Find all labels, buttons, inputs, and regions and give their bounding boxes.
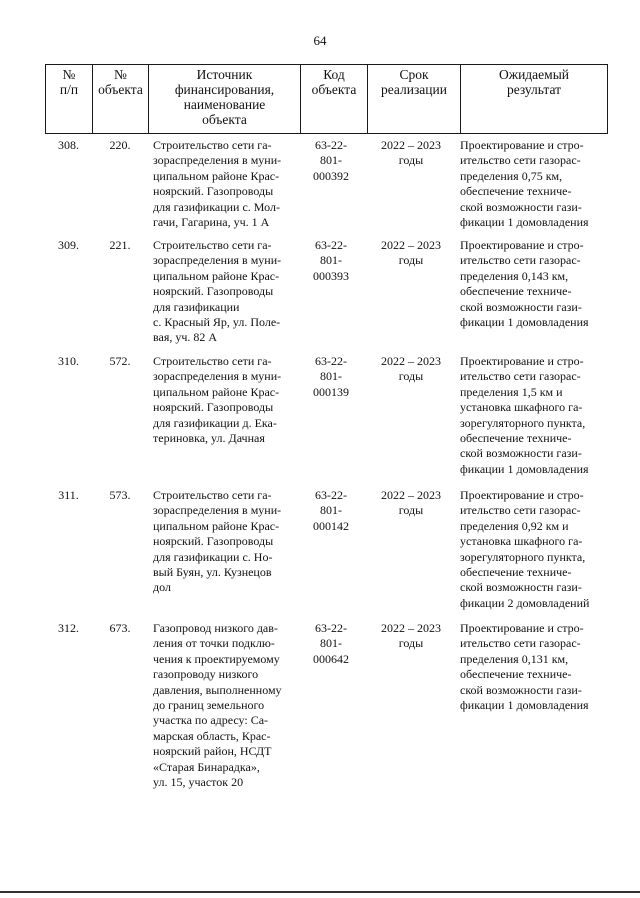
header-row: [46, 65, 608, 134]
table-header: [45, 64, 608, 134]
expected-result: Проектирование и стро- ительство сети газорас- пределения 0,131 км, обеспечение техниче- ской возможности гази- фикации 1 домовладения: [460, 621, 589, 713]
object-number: 221.: [109, 238, 131, 252]
object-term: 2022 – 2023 годы: [381, 488, 441, 518]
object-code: 63-22- 801- 000139: [313, 354, 349, 399]
object-number: 673.: [109, 621, 131, 635]
header-funding-source: Источник финансирования, наименование объекта: [149, 65, 301, 134]
page-number: 64: [313, 33, 327, 48]
expected-result: Проектирование и стро- ительство сети газорас- пределения 0,143 км, обеспечение техниче- ской возможности гази- фикации 1 домовладения: [460, 238, 589, 330]
object-code: 63-22- 801- 000642: [313, 621, 349, 666]
expected-result: Проектирование и стро- ительство сети газорас- пределения 0,75 км, обеспечение техниче- ской возможности гази- фикации 1 домовладения: [460, 138, 589, 230]
row-number: 309.: [58, 238, 79, 252]
object-term: 2022 – 2023 годы: [381, 238, 441, 268]
object-term: 2022 – 2023 годы: [381, 354, 441, 384]
expected-result: Проектирование и стро- ительство сети газорас- пределения 0,92 км и установка шкафного га- зорегуляторного пункта, обеспечение техниче- ской возможностн гази- фикации 2 домовладений: [460, 488, 590, 610]
object-term: 2022 – 2023 годы: [381, 621, 441, 651]
header-row-number: № п/п: [46, 65, 93, 134]
header-object-number: № объекта: [93, 65, 149, 134]
header-object-code: Код объекта: [301, 65, 368, 134]
object-source: Строительство сети га- зораспределения в муни- ципальном районе Крас- ноярский. Газопроводы для газификации с. Красный Яр, ул. Поле- вая, уч. 82 А: [153, 238, 282, 345]
object-number: 220.: [109, 138, 131, 152]
object-code: 63-22- 801- 000392: [313, 138, 349, 183]
object-source: Газопровод низкого дав- ления от точки подклю- чения к проектируемому газопроводу низкого давления, выполненному до границ земельного участка по адресу: Са- марская область, Крас- ноярский район, НСДТ «Старая Бинарадка», ул. 15, участок 20: [153, 621, 282, 790]
expected-result: Проектирование и стро- ительство сети газорас- пределения 1,5 км и установка шкафного га- зорегуляторного пункта, обеспечение техниче- ской возможности гази- фикации 1 домовладения: [460, 354, 589, 476]
header-term: Срок реализации: [368, 65, 461, 134]
object-source: Строительство сети га- зораспределения в муни- ципальном районе Крас- ноярский. Газопроводы для газификации с. Но- вый Буян, ул. Кузнецов дол: [153, 488, 282, 595]
row-number: 311.: [58, 488, 79, 502]
object-term: 2022 – 2023 годы: [381, 138, 441, 168]
row-number: 310.: [58, 354, 79, 368]
object-source: Строительство сети га- зораспределения в муни- ципальном районе Крас- ноярский. Газопроводы для газификации с. Мол- гачи, Гагарина, уч. 1 А: [153, 138, 282, 230]
object-number: 572.: [109, 354, 131, 368]
row-number: 312.: [58, 621, 79, 635]
object-number: 573.: [109, 488, 131, 502]
object-source: Строительство сети га- зораспределения в муни- ципальном районе Крас- ноярский. Газопроводы для газификации д. Ека- териновка, ул. Дачная: [153, 354, 282, 446]
object-code: 63-22- 801- 000393: [313, 238, 349, 283]
object-code: 63-22- 801- 000142: [313, 488, 349, 533]
header-expected-result: Ожидаемый результат: [461, 65, 608, 134]
row-number: 308.: [58, 138, 79, 152]
page-bottom-edge: [0, 891, 640, 893]
